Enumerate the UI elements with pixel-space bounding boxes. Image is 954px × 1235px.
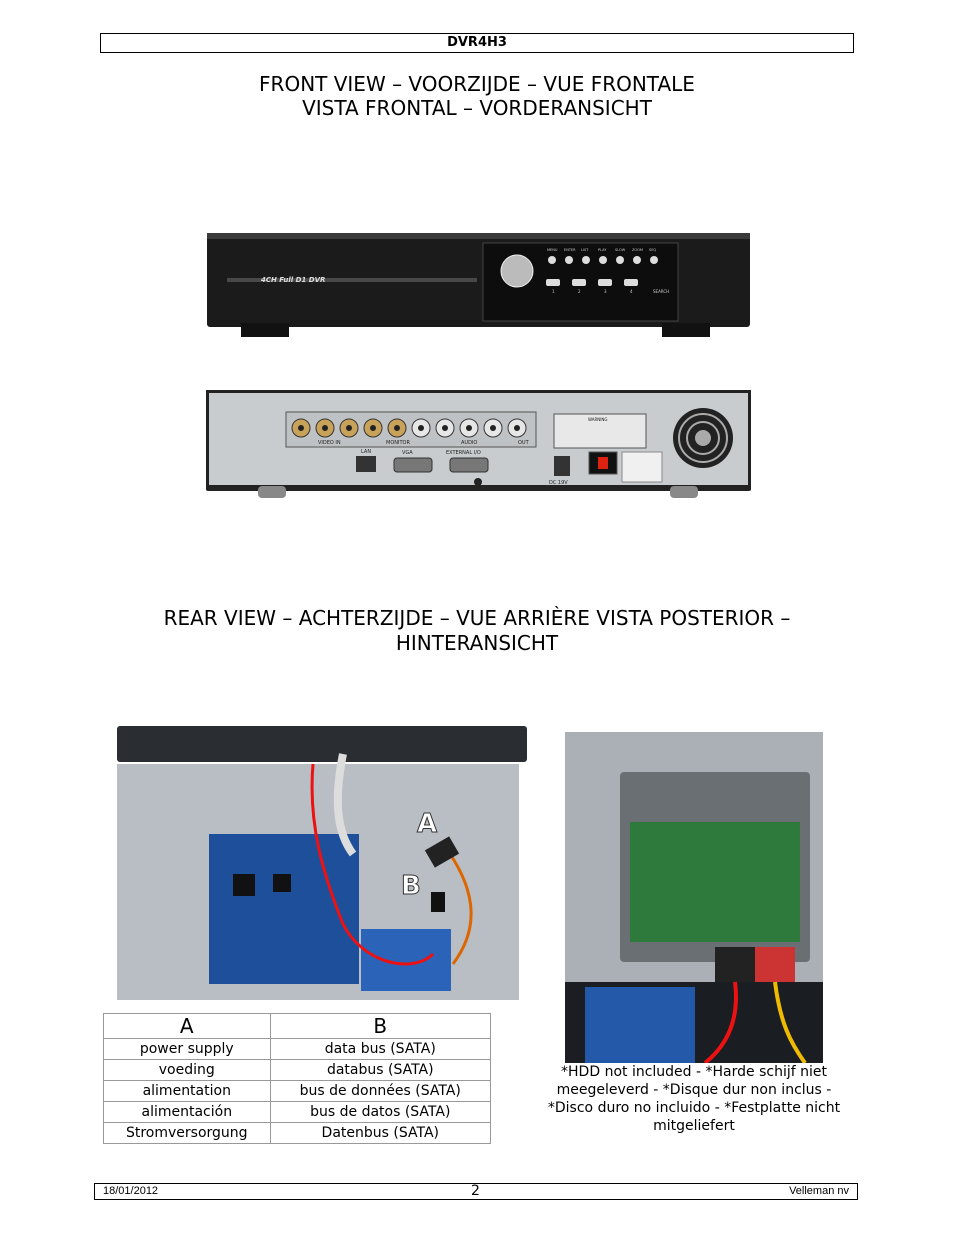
dvr-rear-photo — [206, 390, 751, 502]
channel-number: 2 — [578, 289, 581, 294]
video-in-label: VIDEO IN — [318, 440, 341, 446]
bnc-pin — [394, 425, 400, 431]
front-button[interactable] — [599, 256, 607, 264]
vga-label: VGA — [402, 450, 413, 456]
front-button-label: LIST — [581, 248, 589, 252]
front-button[interactable] — [633, 256, 641, 264]
bnc-pin — [466, 425, 472, 431]
rear-view-title-line2: HINTERANSICHT — [395, 631, 559, 655]
front-button-label: ZOOM — [632, 248, 643, 252]
legend-cell-a: alimentation — [104, 1081, 271, 1102]
footer-page-number: 2 — [471, 1183, 480, 1199]
channel-button[interactable] — [598, 279, 612, 286]
legend-cell-a: alimentación — [104, 1102, 271, 1123]
front-button[interactable] — [582, 256, 590, 264]
legend-cell-a: voeding — [104, 1060, 271, 1081]
legend-cell-b: databus (SATA) — [270, 1060, 490, 1081]
channel-button[interactable] — [572, 279, 586, 286]
hdd-photo — [565, 732, 823, 1063]
legend-cell-b: data bus (SATA) — [270, 1039, 490, 1060]
rear-view-title-line1: REAR VIEW – ACHTERZIJDE – VUE ARRIÈRE VISTA POSTERIOR – — [163, 606, 791, 630]
document-header: DVR4H3 — [100, 33, 854, 53]
label-b: B — [401, 871, 421, 901]
front-button-label: SLOW — [615, 248, 626, 252]
dvr-front-photo — [207, 233, 750, 337]
legend-cell-b: bus de datos (SATA) — [270, 1102, 490, 1123]
front-button[interactable] — [565, 256, 573, 264]
lan-label: LAN — [361, 449, 372, 455]
footer-company: Velleman nv — [789, 1185, 849, 1197]
search-label: SEARCH — [653, 289, 670, 294]
front-button-label: PLAY — [598, 248, 607, 252]
monitor-label: MONITOR — [386, 440, 410, 446]
out-label: OUT — [518, 440, 529, 446]
front-button[interactable] — [616, 256, 624, 264]
legend-cell-a: Stromversorgung — [104, 1123, 271, 1144]
page-footer — [94, 1183, 858, 1200]
bnc-pin — [418, 425, 424, 431]
legend-table — [103, 1013, 491, 1144]
footer-date: 18/01/2012 — [103, 1185, 159, 1197]
legend-cell-b: bus de données (SATA) — [270, 1081, 490, 1102]
front-button-label: ENTER — [564, 248, 576, 252]
legend-header-a: A — [104, 1014, 271, 1039]
table-row — [104, 1102, 491, 1123]
bnc-pin — [490, 425, 496, 431]
channel-button[interactable] — [546, 279, 560, 286]
bnc-pin — [442, 425, 448, 431]
legend-cell-b: Datenbus (SATA) — [270, 1123, 490, 1144]
legend-cell-a: power supply — [104, 1039, 271, 1060]
channel-number: 3 — [604, 289, 607, 294]
front-button-label: SEQ — [649, 248, 657, 252]
channel-button[interactable] — [624, 279, 638, 286]
front-button[interactable] — [548, 256, 556, 264]
bnc-pin — [298, 425, 304, 431]
label-a: A — [417, 809, 438, 839]
table-row — [104, 1060, 491, 1081]
channel-number: 1 — [552, 289, 555, 294]
front-button[interactable] — [650, 256, 658, 264]
table-row — [104, 1039, 491, 1060]
table-row — [104, 1123, 491, 1144]
front-view-title-line1: FRONT VIEW – VOORZIJDE – VUE FRONTALE — [259, 72, 695, 96]
bnc-pin — [346, 425, 352, 431]
front-model-print: 4CH Full D1 DVR — [261, 276, 326, 284]
front-view-title-line2: VISTA FRONTAL – VORDERANSICHT — [302, 96, 652, 120]
dc-label: DC 19V — [549, 480, 568, 486]
front-button-label: MENU — [547, 248, 558, 252]
bnc-pin — [514, 425, 520, 431]
legend-header-b: B — [270, 1014, 490, 1039]
channel-number: 4 — [630, 289, 633, 294]
dvr-interior-photo — [113, 724, 529, 1008]
warning-label: WARNING — [588, 417, 608, 422]
external-label: EXTERNAL I/O — [446, 450, 481, 456]
table-row — [104, 1081, 491, 1102]
audio-label: AUDIO — [461, 440, 478, 446]
bnc-pin — [370, 425, 376, 431]
bnc-pin — [322, 425, 328, 431]
hdd-note: *HDD not included - *Harde schijf niet meegeleverd - *Disque dur non inclus - *Disco duro no incluido - *Festplatte nicht mitgeliefert — [547, 1064, 841, 1134]
